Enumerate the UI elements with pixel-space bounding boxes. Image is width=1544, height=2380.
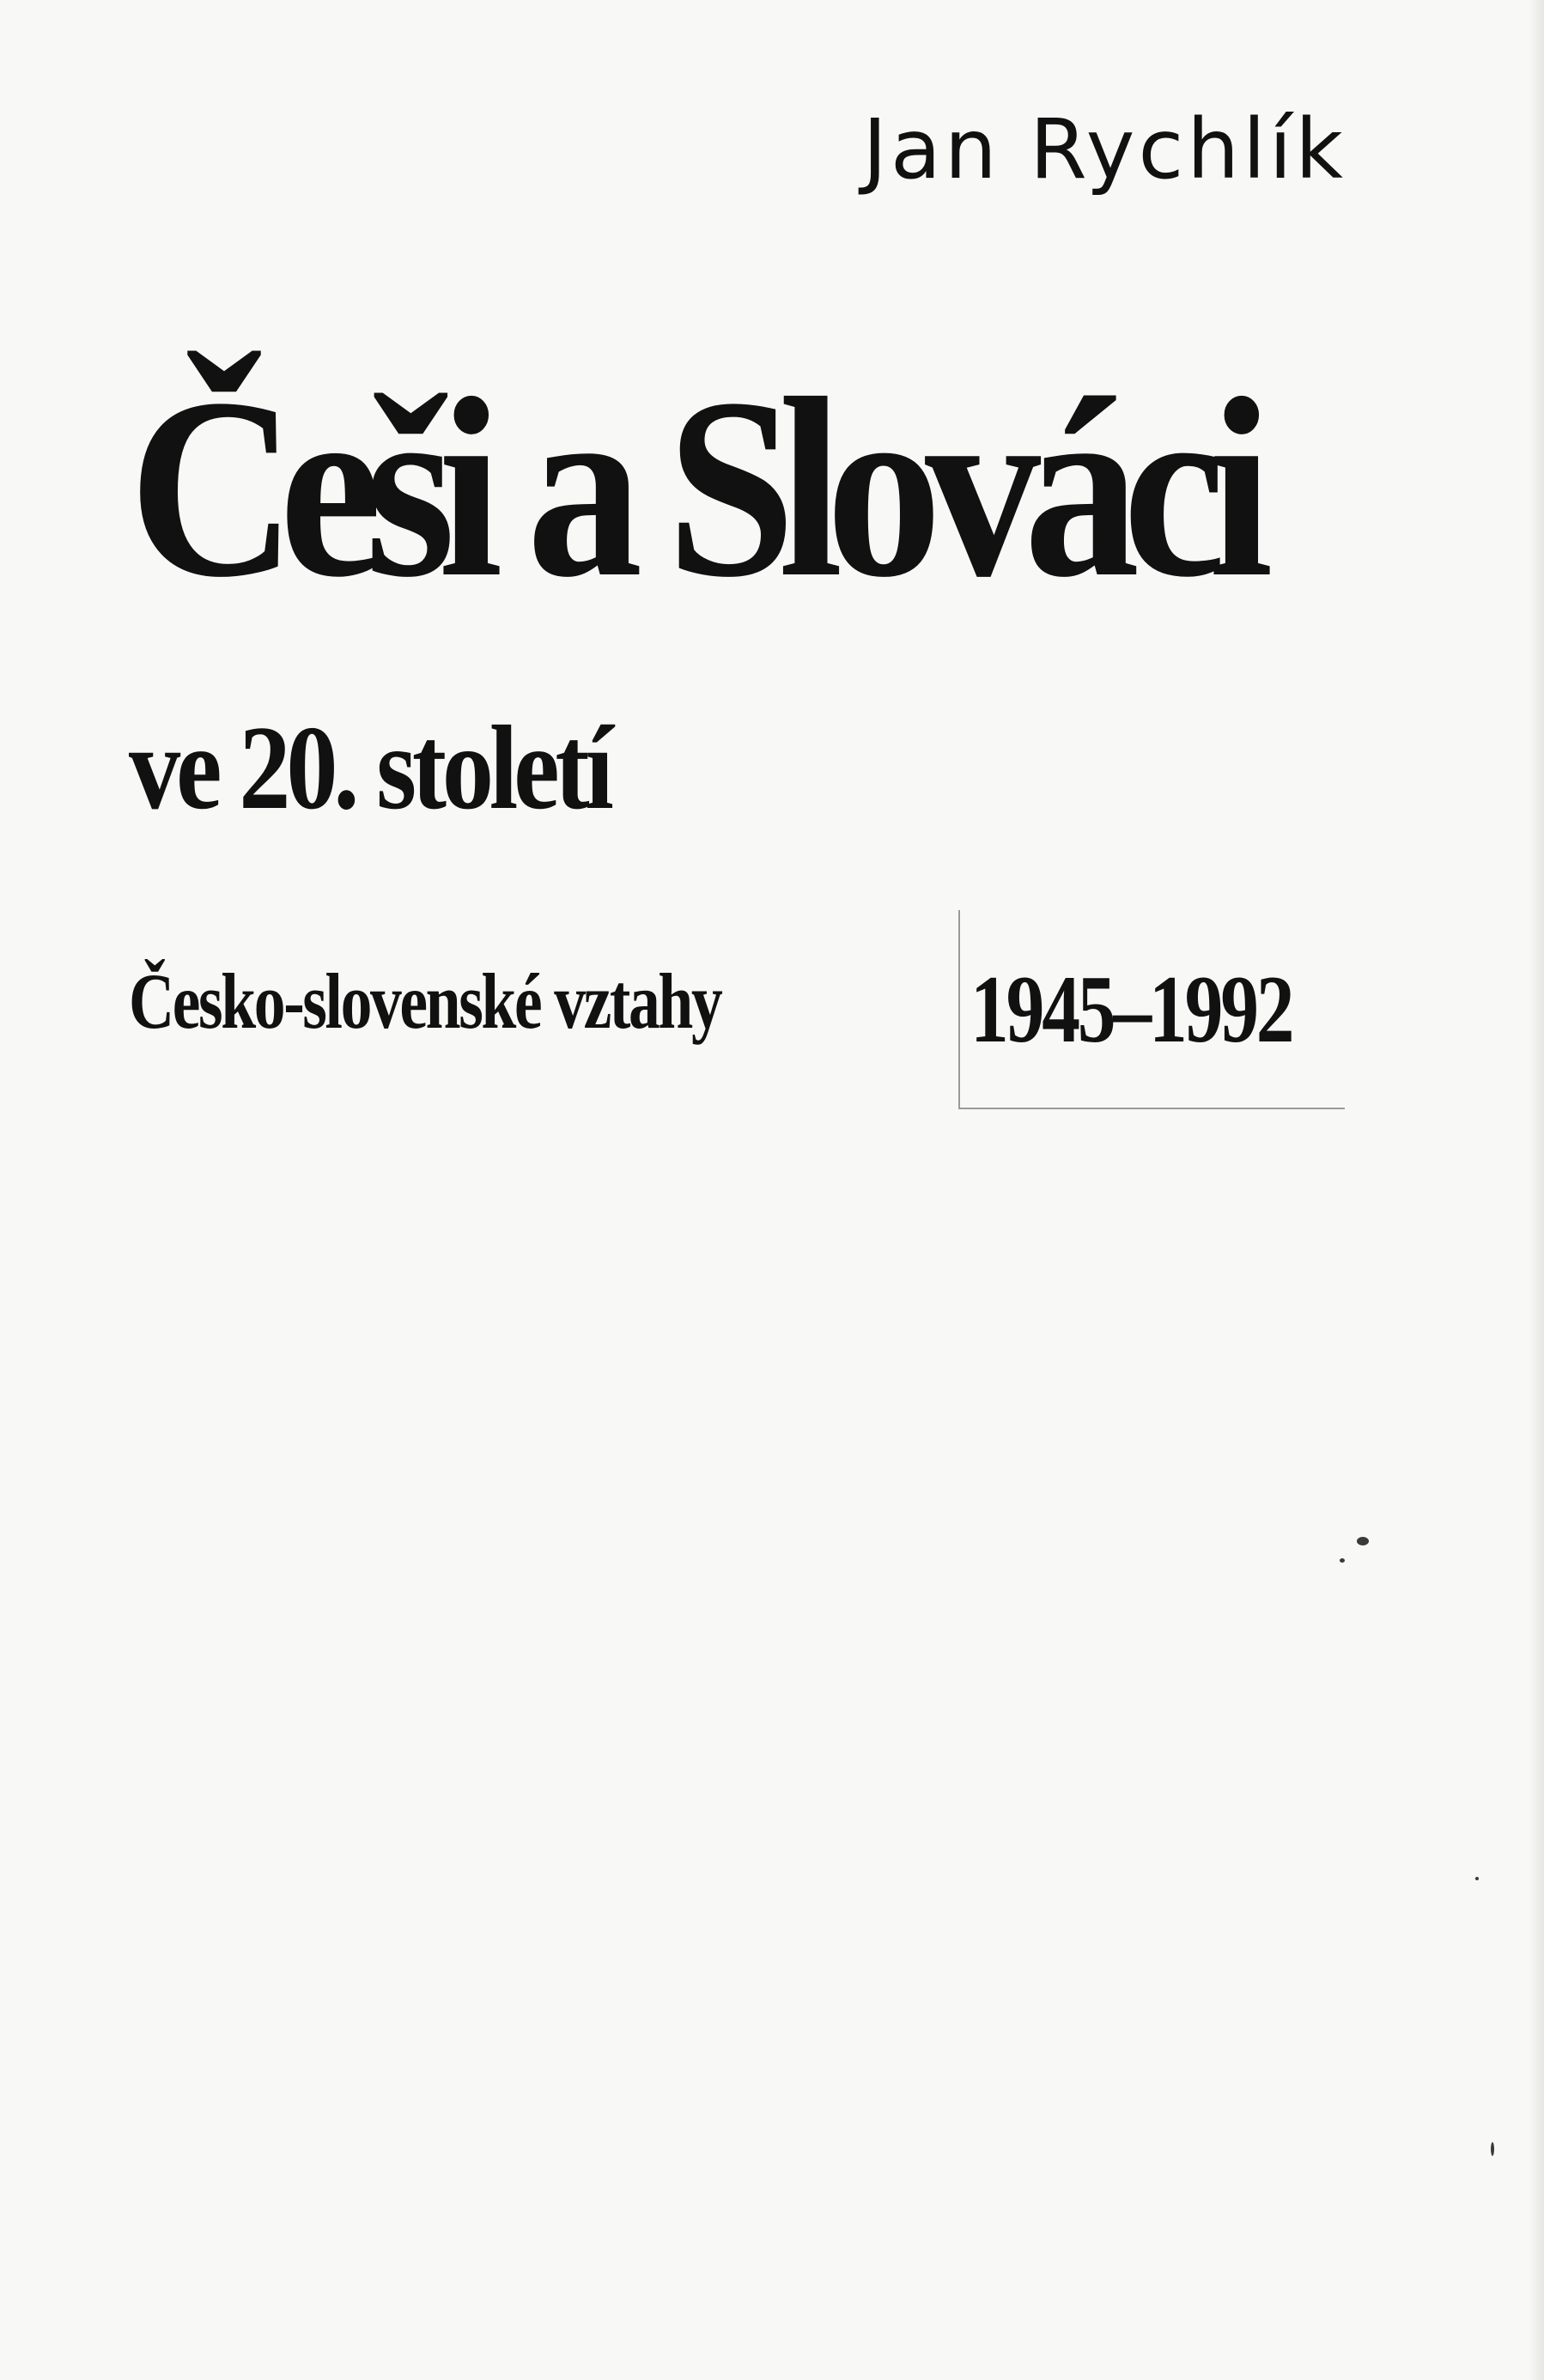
paper-speck <box>1491 2142 1494 2156</box>
book-title: Češi a Slováci <box>129 345 1256 630</box>
paper-speck <box>1357 1537 1369 1545</box>
frame-line-vertical <box>958 910 960 1108</box>
paper-speck <box>1475 1877 1479 1880</box>
frame-line-horizontal <box>958 1108 1345 1109</box>
author-name: Jan Rychlík <box>862 101 1346 197</box>
book-tagline: Česko-slovenské vztahy <box>129 957 721 1045</box>
book-years: 1945–1992 <box>970 956 1292 1063</box>
book-subtitle: ve 20. století <box>129 701 610 835</box>
paper-speck <box>1340 1558 1345 1563</box>
page-edge-shadow <box>1529 0 1544 2380</box>
